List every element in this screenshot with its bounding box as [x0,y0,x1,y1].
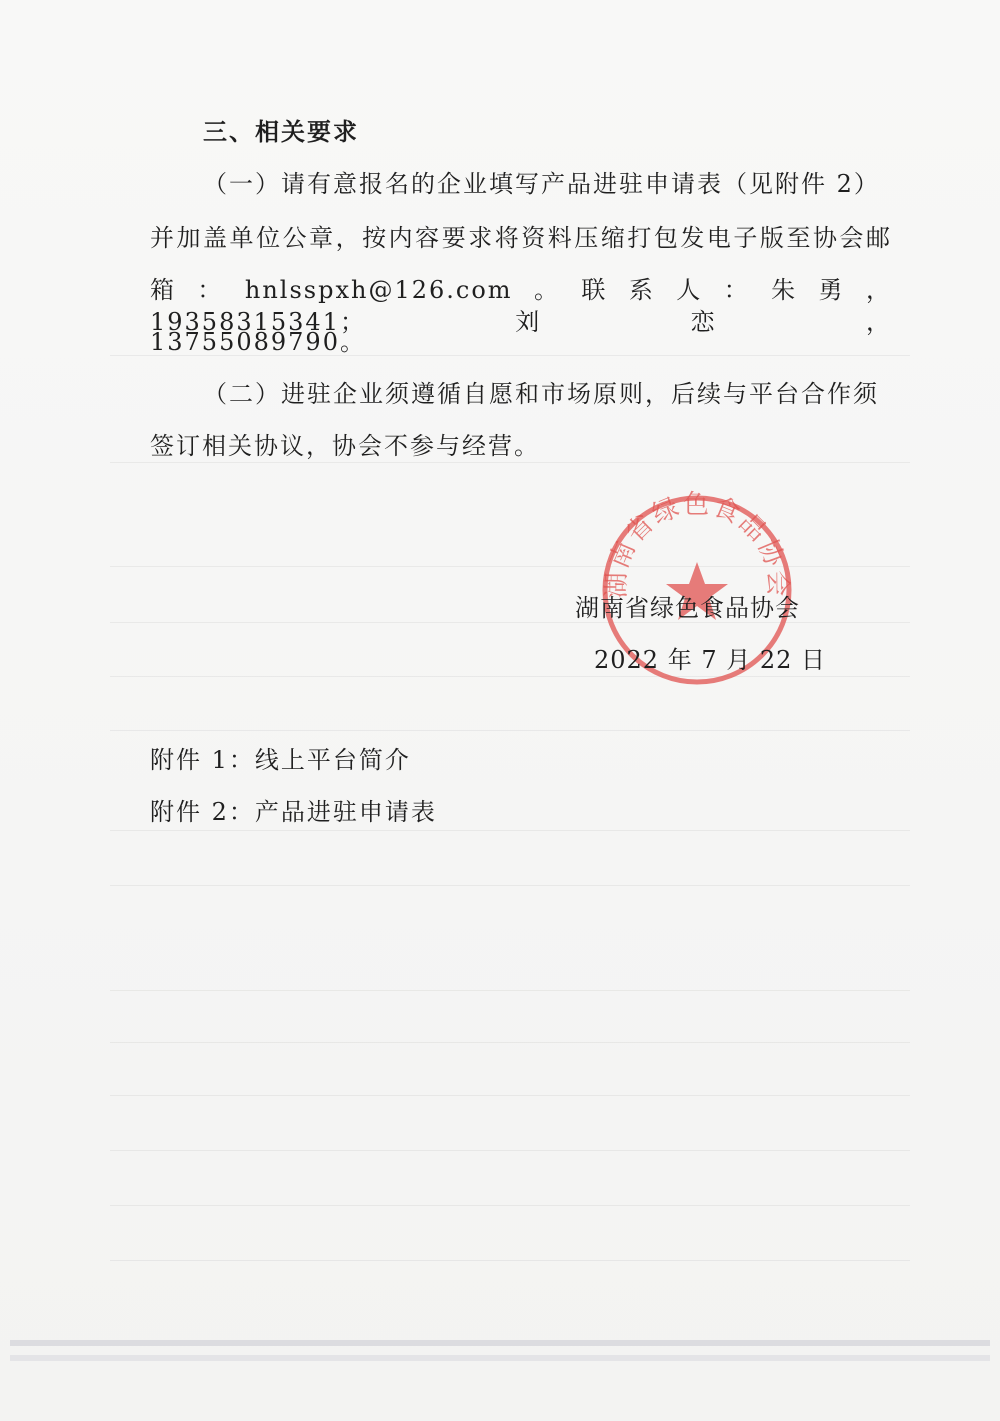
scan-edge [10,1355,990,1361]
attachment-item: 附件 2：产品进驻申请表 [150,798,437,826]
scan-artifact [110,1042,910,1043]
scan-artifact [110,830,910,831]
scan-artifact [110,1150,910,1151]
scan-artifact [110,885,910,886]
scan-artifact [110,1260,910,1261]
scan-artifact [110,730,910,731]
attachment-item: 附件 1：线上平台简介 [150,746,411,774]
scan-edge [10,1340,990,1346]
scan-artifact [110,462,910,463]
scan-artifact [110,990,910,991]
signature-organization: 湖南省绿色食品协会 [575,594,800,622]
signature-date: 2022 年 7 月 22 日 [594,646,827,674]
paragraph-1-line-1: （一）请有意报名的企业填写产品进驻申请表（见附件 2） [203,170,880,198]
paragraph-1-line-3: 箱：hnlsspxh@126.com。联系人：朱勇，19358315341；刘恋， [150,276,892,336]
paragraph-2-line-1: （二）进驻企业须遵循自愿和市场原则，后续与平台合作须 [203,380,879,408]
paragraph-2-line-2: 签订相关协议，协会不参与经营。 [150,432,540,460]
paragraph-1-line-2: 并加盖单位公章，按内容要求将资料压缩打包发电子版至协会邮 [150,224,892,252]
section-heading: 三、相关要求 [203,118,359,146]
scan-artifact [110,1095,910,1096]
seal-text: 湖南省绿色食品协会 [601,490,793,599]
scan-artifact [110,1205,910,1206]
paragraph-1-line-4: 13755089790。 [150,328,366,356]
